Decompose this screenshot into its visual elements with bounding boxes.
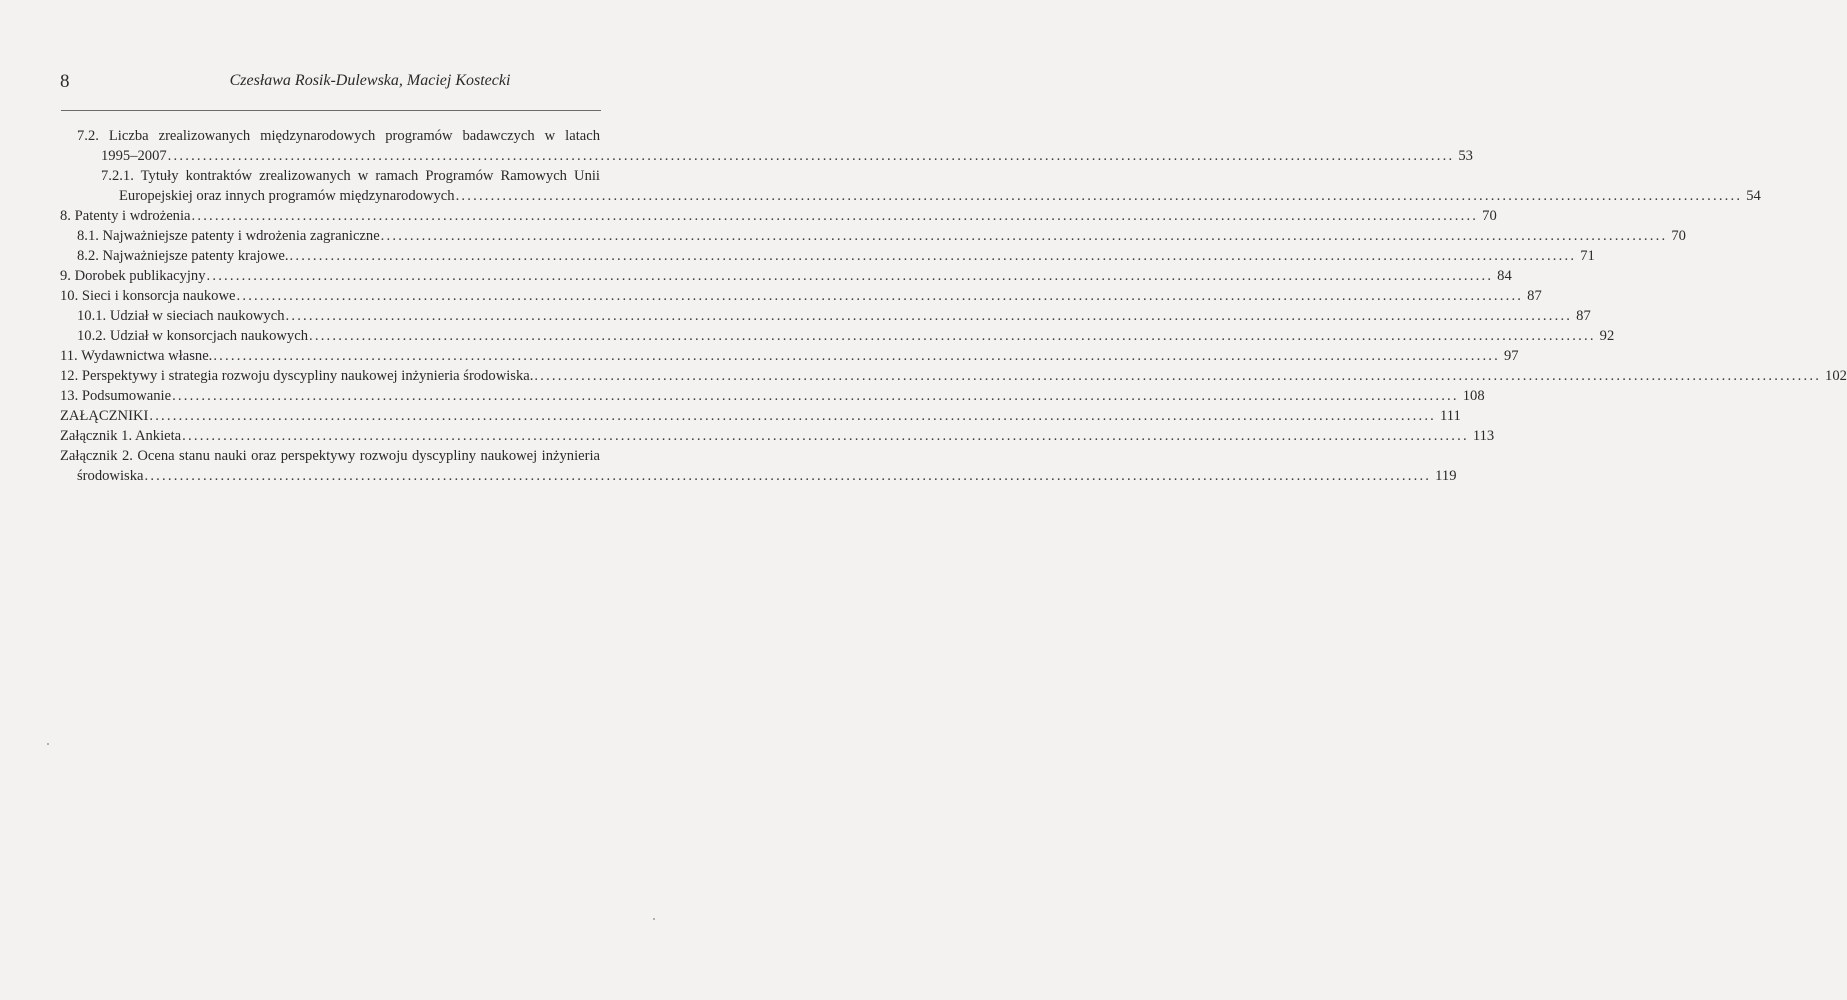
toc-page-number: 108 bbox=[1462, 388, 1485, 404]
toc-entry-title: ZAŁĄCZNIKI bbox=[60, 408, 149, 424]
toc-line bbox=[60, 266, 1512, 286]
toc-entry bbox=[60, 406, 1461, 426]
toc-page-number: 113 bbox=[1472, 428, 1495, 444]
toc-line bbox=[60, 206, 1497, 226]
toc-entry bbox=[77, 246, 1595, 266]
toc-page-number: 71 bbox=[1580, 248, 1595, 264]
toc-line bbox=[60, 386, 1485, 406]
toc-page-number: 111 bbox=[1440, 408, 1461, 424]
toc-entry-title: 10. Sieci i konsorcja naukowe bbox=[60, 288, 236, 304]
toc-entry bbox=[60, 286, 1542, 306]
toc-page-number: 87 bbox=[1527, 288, 1542, 304]
toc-line: Załącznik 2. Ocena stanu nauki oraz perspektywy rozwoju dyscypliny naukowej inżynieria bbox=[60, 448, 600, 464]
running-head bbox=[60, 66, 600, 96]
toc-entry-title: 10.2. Udział w konsorcjach naukowych bbox=[77, 328, 309, 344]
toc-line bbox=[60, 426, 1495, 446]
toc-entry bbox=[77, 226, 1686, 246]
toc-entry-title: Europejskiej oraz innych programów międzynarodowych bbox=[119, 188, 455, 204]
toc-page-number: 53 bbox=[1458, 148, 1473, 164]
toc-line: 7.2.1. Tytuły kontraktów zrealizowanych w ramach Programów Ramowych Unii bbox=[101, 168, 600, 184]
toc-line bbox=[77, 226, 1686, 246]
dot-leader: ............................................................................................................................................................................................................................ bbox=[144, 468, 1432, 484]
toc-entry bbox=[60, 426, 1495, 446]
toc-entry-title: 1995–2007 bbox=[101, 148, 167, 164]
dot-leader: ............................................................................................................................................................................................................................ bbox=[285, 308, 1573, 324]
toc-entry-title: 8.2. Najważniejsze patenty krajowe. bbox=[77, 248, 289, 264]
dot-leader: ............................................................................................................................................................................................................................ bbox=[455, 188, 1743, 204]
toc-entry bbox=[60, 386, 1485, 406]
toc-page-number: 70 bbox=[1671, 228, 1686, 244]
page-number: 8 bbox=[60, 71, 70, 92]
toc-entry bbox=[60, 366, 1847, 386]
toc-page-number: 119 bbox=[1435, 468, 1457, 484]
toc-entry bbox=[77, 326, 1615, 346]
toc-line bbox=[60, 286, 1542, 306]
toc-entry bbox=[60, 266, 1512, 286]
running-head-authors: Czesława Rosik-Dulewska, Maciej Kostecki bbox=[229, 72, 511, 89]
toc-entry-title: 10.1. Udział w sieciach naukowych bbox=[77, 308, 285, 324]
toc-line bbox=[60, 366, 1847, 386]
toc-entry-title: 8.1. Najważniejsze patenty i wdrożenia zagraniczne bbox=[77, 228, 380, 244]
toc-line bbox=[60, 406, 1461, 426]
toc-entry-title: 9. Dorobek publikacyjny bbox=[60, 268, 206, 284]
header-divider bbox=[61, 110, 601, 111]
paper-speck bbox=[47, 743, 49, 745]
dot-leader: ............................................................................................................................................................................................................................ bbox=[534, 368, 1822, 384]
toc-line bbox=[60, 346, 1519, 366]
dot-leader: ............................................................................................................................................................................................................................ bbox=[236, 288, 1524, 304]
dot-leader: ............................................................................................................................................................................................................................ bbox=[172, 388, 1459, 404]
toc-page-number: 70 bbox=[1482, 208, 1497, 224]
toc-page-number: 87 bbox=[1576, 308, 1591, 324]
dot-leader: ............................................................................................................................................................................................................................ bbox=[167, 148, 1455, 164]
toc-line bbox=[101, 146, 1473, 166]
toc-entry bbox=[77, 306, 1591, 326]
toc-entry-title: 13. Podsumowanie bbox=[60, 388, 172, 404]
dot-leader: ............................................................................................................................................................................................................................ bbox=[191, 208, 1479, 224]
paper-speck bbox=[653, 918, 655, 920]
toc-entry-title: 11. Wydawnictwa własne. bbox=[60, 348, 213, 364]
toc-page-number: 54 bbox=[1746, 188, 1761, 204]
toc-page-number: 92 bbox=[1599, 328, 1615, 344]
toc-line bbox=[77, 246, 1595, 266]
toc-entry bbox=[60, 346, 1519, 366]
toc-entry-title: Załącznik 1. Ankieta bbox=[60, 428, 182, 444]
toc-line bbox=[77, 326, 1615, 346]
dot-leader: ............................................................................................................................................................................................................................ bbox=[213, 348, 1500, 364]
toc-entry bbox=[101, 166, 1761, 206]
toc-entry bbox=[77, 126, 1473, 166]
toc-page-number: 97 bbox=[1503, 348, 1519, 364]
toc-entry bbox=[60, 206, 1497, 226]
toc-line bbox=[77, 466, 1457, 486]
dot-leader: ............................................................................................................................................................................................................................ bbox=[309, 328, 1596, 344]
toc-entry-title: 8. Patenty i wdrożenia bbox=[60, 208, 191, 224]
dot-leader: ............................................................................................................................................................................................................................ bbox=[289, 248, 1577, 264]
dot-leader: ............................................................................................................................................................................................................................ bbox=[149, 408, 1437, 424]
dot-leader: ............................................................................................................................................................................................................................ bbox=[182, 428, 1469, 444]
toc-entry-title: 12. Perspektywy i strategia rozwoju dyscypliny naukowej inżynieria środowiska. bbox=[60, 368, 534, 384]
toc-line bbox=[119, 186, 1761, 206]
toc-page-number: 102 bbox=[1825, 368, 1847, 384]
dot-leader: ............................................................................................................................................................................................................................ bbox=[380, 228, 1668, 244]
toc-line bbox=[77, 306, 1591, 326]
toc-page-number: 84 bbox=[1497, 268, 1512, 284]
dot-leader: ............................................................................................................................................................................................................................ bbox=[206, 268, 1494, 284]
toc-entry-title: środowiska bbox=[77, 468, 144, 484]
toc-entry bbox=[60, 446, 1457, 486]
toc-line: 7.2. Liczba zrealizowanych międzynarodowych programów badawczych w latach bbox=[77, 128, 600, 144]
